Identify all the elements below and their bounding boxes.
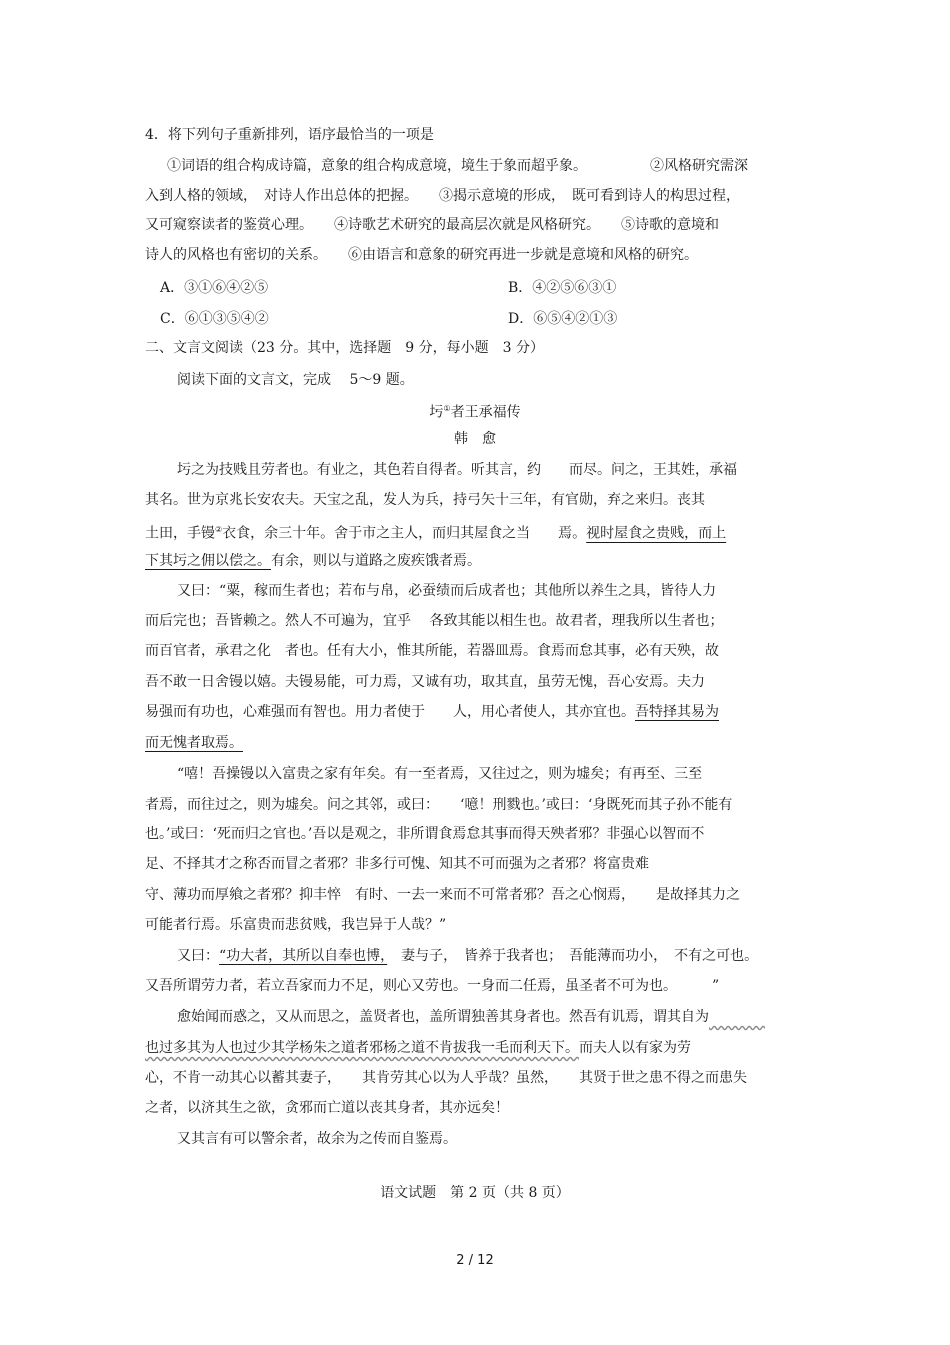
passage-line: 土田，手镘②衣食，余三十年。舍于市之主人，而归其屋食之当 焉。视时屋食之贵贱，而上 bbox=[145, 525, 727, 542]
passage-line: 而后完也；吾皆赖之。然人不可遍为，宜乎 各致其能以相生也。故君者，理我所以生者也； bbox=[145, 613, 724, 629]
underlined-sentence: 吾特择其易为 bbox=[635, 704, 719, 720]
passage-line: 可能者行焉。乐富贵而悲贫贱，我岂异于人哉？” bbox=[145, 917, 447, 933]
passage-line: 又其言有可以警余者，故余为之传而自鉴焉。 bbox=[177, 1131, 457, 1147]
question-4-line: ①词语的组合构成诗篇，意象的组合构成意境，境生于象而超乎象。 ②风格研究需深 bbox=[167, 158, 748, 174]
section-heading: 二、文言文阅读（23 分。其中，选择题 9 分，每小题 3 分） bbox=[145, 340, 544, 356]
question-4-line: 又可窥察读者的鉴赏心理。 ④诗歌艺术研究的最高层次就是风格研究。 ⑤诗歌的意境和 bbox=[145, 217, 719, 233]
passage-line: 下其圬之佣以偿之。有余，则以与道路之废疾饿者焉。 bbox=[145, 553, 481, 569]
passage-line: 愈始闻而惑之，又从而思之，盖贤者也，盖所谓独善其身者也。然吾有讥焉，谓其自为 bbox=[177, 1007, 765, 1027]
passage-line bbox=[145, 733, 243, 753]
passage-line: 吾不敢一日舍镘以嬉。夫镘易能，可力焉，又诚有功，取其直，虽劳无愧，吾心安焉。夫力 bbox=[145, 674, 705, 690]
option-b: B．④②⑤⑥③① bbox=[508, 280, 617, 296]
passage-line: 守、薄功而厚飨之者邪？抑丰悴 有时、一去一来而不可常者邪？吾之心悯焉， 是故择其力之 bbox=[145, 887, 740, 903]
passage-line: “嘻！吾操镘以入富贵之家有年矣。有一至者焉，又往过之，则为墟矣；有再至、三至 bbox=[177, 766, 703, 782]
footnote-marker: ② bbox=[215, 525, 223, 534]
question-4-stem: 4．将下列句子重新排列，语序最恰当的一项是 bbox=[145, 127, 434, 143]
passage-line: 之者，以济其生之欲，贪邪而亡道以丧其身者，其亦远矣！ bbox=[145, 1100, 509, 1116]
question-4-line: 诗人的风格也有密切的关系。 ⑥由语言和意象的研究再进一步就是意境和风格的研究。 bbox=[145, 247, 698, 263]
passage-line: 也。’或曰：‘死而归之官也。’吾以是观之，非所谓食焉怠其事而得天殃者邪？非强心以智而不 bbox=[145, 826, 705, 842]
footnote-marker: ① bbox=[443, 404, 451, 413]
wavy-underlined-sentence: 也过多其为人也过少其学杨朱之道者邪杨之道不肯拔我一毛而利天下。 bbox=[145, 1040, 579, 1056]
passage-line: 圬之为技贱且劳者也。有业之，其色若自得者。听其言，约 而尽。问之，王其姓，承福 bbox=[177, 462, 737, 478]
option-a: A．③①⑥④②⑤ bbox=[160, 280, 269, 296]
passage-line: 又吾所谓劳力者，若立吾家而力不足，则心又劳也。一身而二任焉，虽圣者不可为也。 ” bbox=[145, 978, 720, 994]
question-4-line: 入到人格的领域， 对诗人作出总体的把握。 ③揭示意境的形成， 既可看到诗人的构思过程， bbox=[145, 188, 740, 204]
page-info: 语文试题 第 2 页（共 8 页） bbox=[380, 1185, 570, 1201]
passage-line: 又曰：“粟，稼而生者也；若布与帛，必蚕绩而后成者也；其他所以养生之具，皆待人力 bbox=[177, 583, 717, 599]
underlined-sentence: 视时屋食之贵贱，而上 bbox=[586, 525, 727, 542]
passage-line: 足、不择其才之称否而冒之者邪？非多行可愧、知其不可而强为之者邪？将富贵难 bbox=[145, 856, 649, 872]
underlined-sentence: 下其圬之佣以偿之。 bbox=[145, 553, 271, 569]
passage-title: 圬①者王承福传 bbox=[429, 404, 521, 421]
option-d: D．⑥⑤④②①③ bbox=[508, 311, 618, 327]
passage-line: 其名。世为京兆长安农夫。天宝之乱，发人为兵，持弓矢十三年，有官勋，弃之来归。丧其 bbox=[145, 492, 705, 508]
passage-line: 而百官者，承君之化 者也。任有大小，惟其所能，若器皿焉。食焉而怠其事，必有天殃，故 bbox=[145, 643, 719, 659]
wavy-underline-mark bbox=[709, 1009, 765, 1025]
passage-author: 韩 愈 bbox=[454, 431, 496, 447]
passage-line: 心，不肯一动其心以蓄其妻子， 其肯劳其心以为人乎哉？虽然， 其贤于世之患不得之而患失 bbox=[145, 1070, 747, 1086]
passage-line: 也过多其为人也过少其学杨朱之道者邪杨之道不肯拔我一毛而利天下。而夫人以有家为劳 bbox=[145, 1040, 691, 1056]
reading-instruction: 阅读下面的文言文，完成 5～9 题。 bbox=[177, 372, 414, 388]
option-c: C．⑥①③⑤④② bbox=[160, 311, 269, 327]
underlined-sentence: “功大者，其所以自奉也博， bbox=[219, 948, 388, 964]
passage-line: 者焉，而往过之，则为墟矣。问之其邻，或曰： ‘噫！刑戮也。’或曰：‘身既死而其子孙不能有 bbox=[145, 797, 733, 813]
underlined-sentence: 而无愧者取焉。 bbox=[145, 735, 243, 751]
page-number: 2 / 12 bbox=[456, 1253, 494, 1268]
passage-line: 又曰：“功大者，其所以自奉也博， 妻与子， 皆养于我者也； 吾能薄而功小， 不有之可也。 bbox=[177, 948, 759, 964]
passage-line: 易强而有功也，心难强而有智也。用力者使于 人，用心者使人，其亦宜也。吾特择其易为 bbox=[145, 704, 719, 720]
